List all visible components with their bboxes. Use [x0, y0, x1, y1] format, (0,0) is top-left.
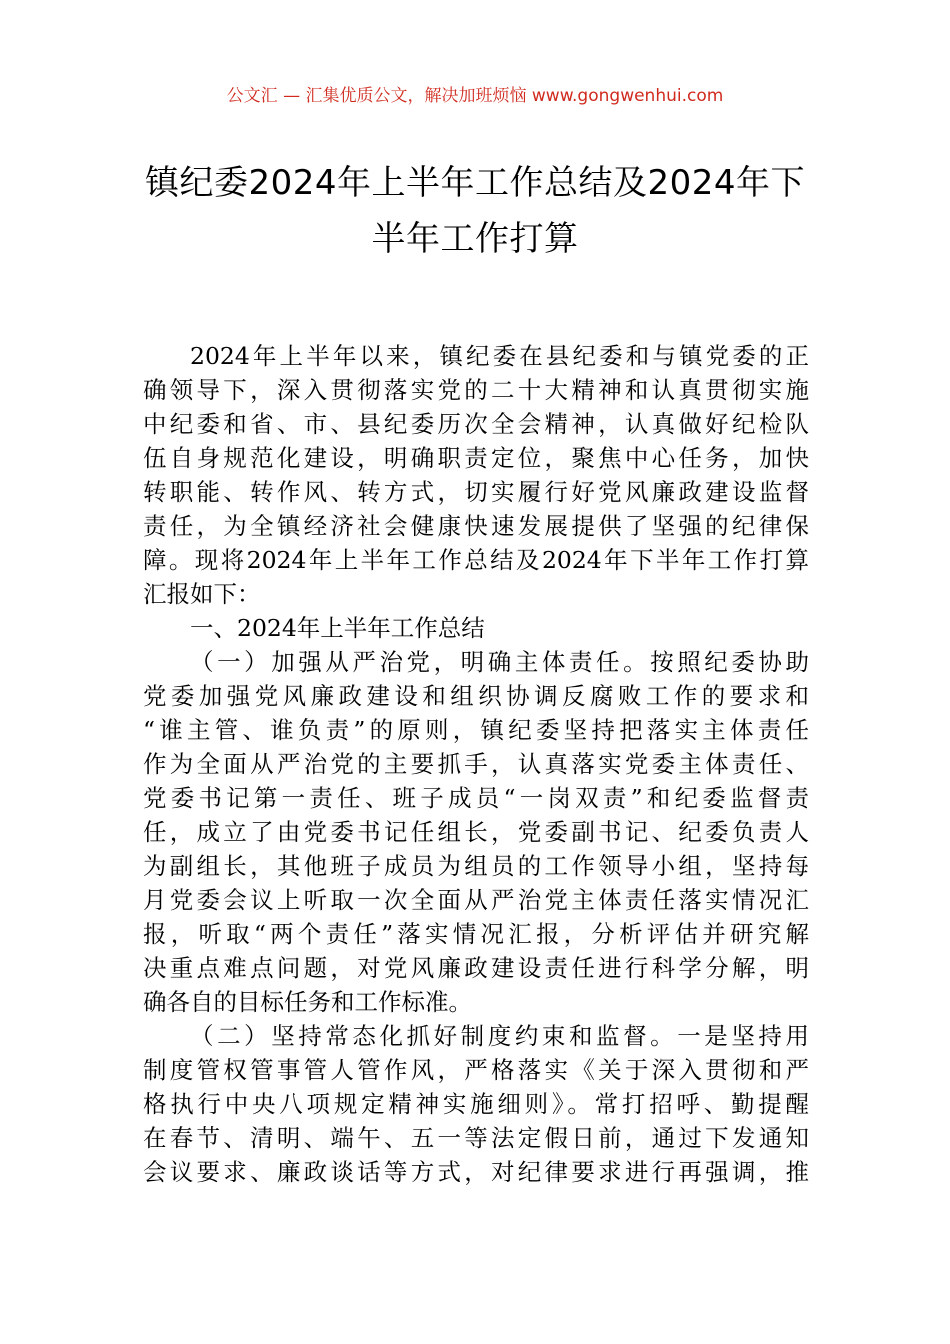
paragraph-line: 会议要求、廉政谈话等方式，对纪律要求进行再强调，推: [143, 1158, 809, 1186]
paragraph-line: 格执行中央八项规定精神实施细则》。常打招呼、勤提醒: [143, 1090, 809, 1118]
title-line: 镇纪委2024年上半年工作总结及2024年下: [144, 163, 806, 203]
paragraph-line: 确各自的目标任务和工作标准。: [143, 988, 472, 1016]
paragraph-line: 制度管权管事管人管作风，严格落实《关于深入贯彻和严: [143, 1056, 809, 1084]
paragraph-line: （二）坚持常态化抓好制度约束和监督。一是坚持用: [190, 1022, 809, 1050]
paragraph-line: 转职能、转作风、转方式，切实履行好党风廉政建设监督: [143, 478, 809, 506]
paragraph-line: 2024年上半年以来，镇纪委在县纪委和与镇党委的正: [190, 342, 809, 370]
paragraph-line: 为副组长，其他班子成员为组员的工作领导小组，坚持每: [143, 852, 809, 880]
paragraph-line: “谁主管、谁负责”的原则，镇纪委坚持把落实主体责任: [143, 716, 809, 744]
document-body: [143, 339, 809, 1189]
paragraph-line: 在春节、清明、端午、五一等法定假日前，通过下发通知: [143, 1124, 809, 1152]
section-heading: 一、2024年上半年工作总结: [190, 614, 485, 642]
paragraph-line: 责任，为全镇经济社会健康快速发展提供了坚强的纪律保: [143, 512, 809, 540]
paragraph-line: 汇报如下：: [143, 580, 261, 608]
document-title: [130, 155, 820, 267]
paragraph-line: 党委书记第一责任、班子成员“一岗双责”和纪委监督责: [143, 784, 809, 812]
paragraph-line: 月党委会议上听取一次全面从严治党主体责任落实情况汇: [143, 886, 809, 914]
paragraph-line: 中纪委和省、市、县纪委历次全会精神，认真做好纪检队: [143, 410, 809, 438]
paragraph-line: 决重点难点问题，对党风廉政建设责任进行科学分解，明: [143, 954, 809, 982]
paragraph-line: 作为全面从严治党的主要抓手，认真落实党委主体责任、: [143, 750, 809, 778]
paragraph-line: 党委加强党风廉政建设和组织协调反腐败工作的要求和: [143, 682, 809, 710]
header-banner[interactable]: 公文汇 — 汇集优质公文，解决加班烦恼 www.gongwenhui.com: [226, 86, 724, 106]
paragraph-line: （一）加强从严治党，明确主体责任。按照纪委协助: [190, 648, 809, 676]
paragraph-line: 任，成立了由党委书记任组长，党委副书记、纪委负责人: [143, 818, 809, 846]
paragraph-line: 确领导下，深入贯彻落实党的二十大精神和认真贯彻实施: [143, 376, 809, 404]
paragraph-line: 障。现将2024年上半年工作总结及2024年下半年工作打算: [143, 546, 809, 574]
paragraph-line: 伍自身规范化建设，明确职责定位，聚焦中心任务，加快: [143, 444, 809, 472]
title-line: 半年工作打算: [371, 219, 579, 259]
paragraph-line: 报，听取“两个责任”落实情况汇报，分析评估并研究解: [143, 920, 809, 948]
